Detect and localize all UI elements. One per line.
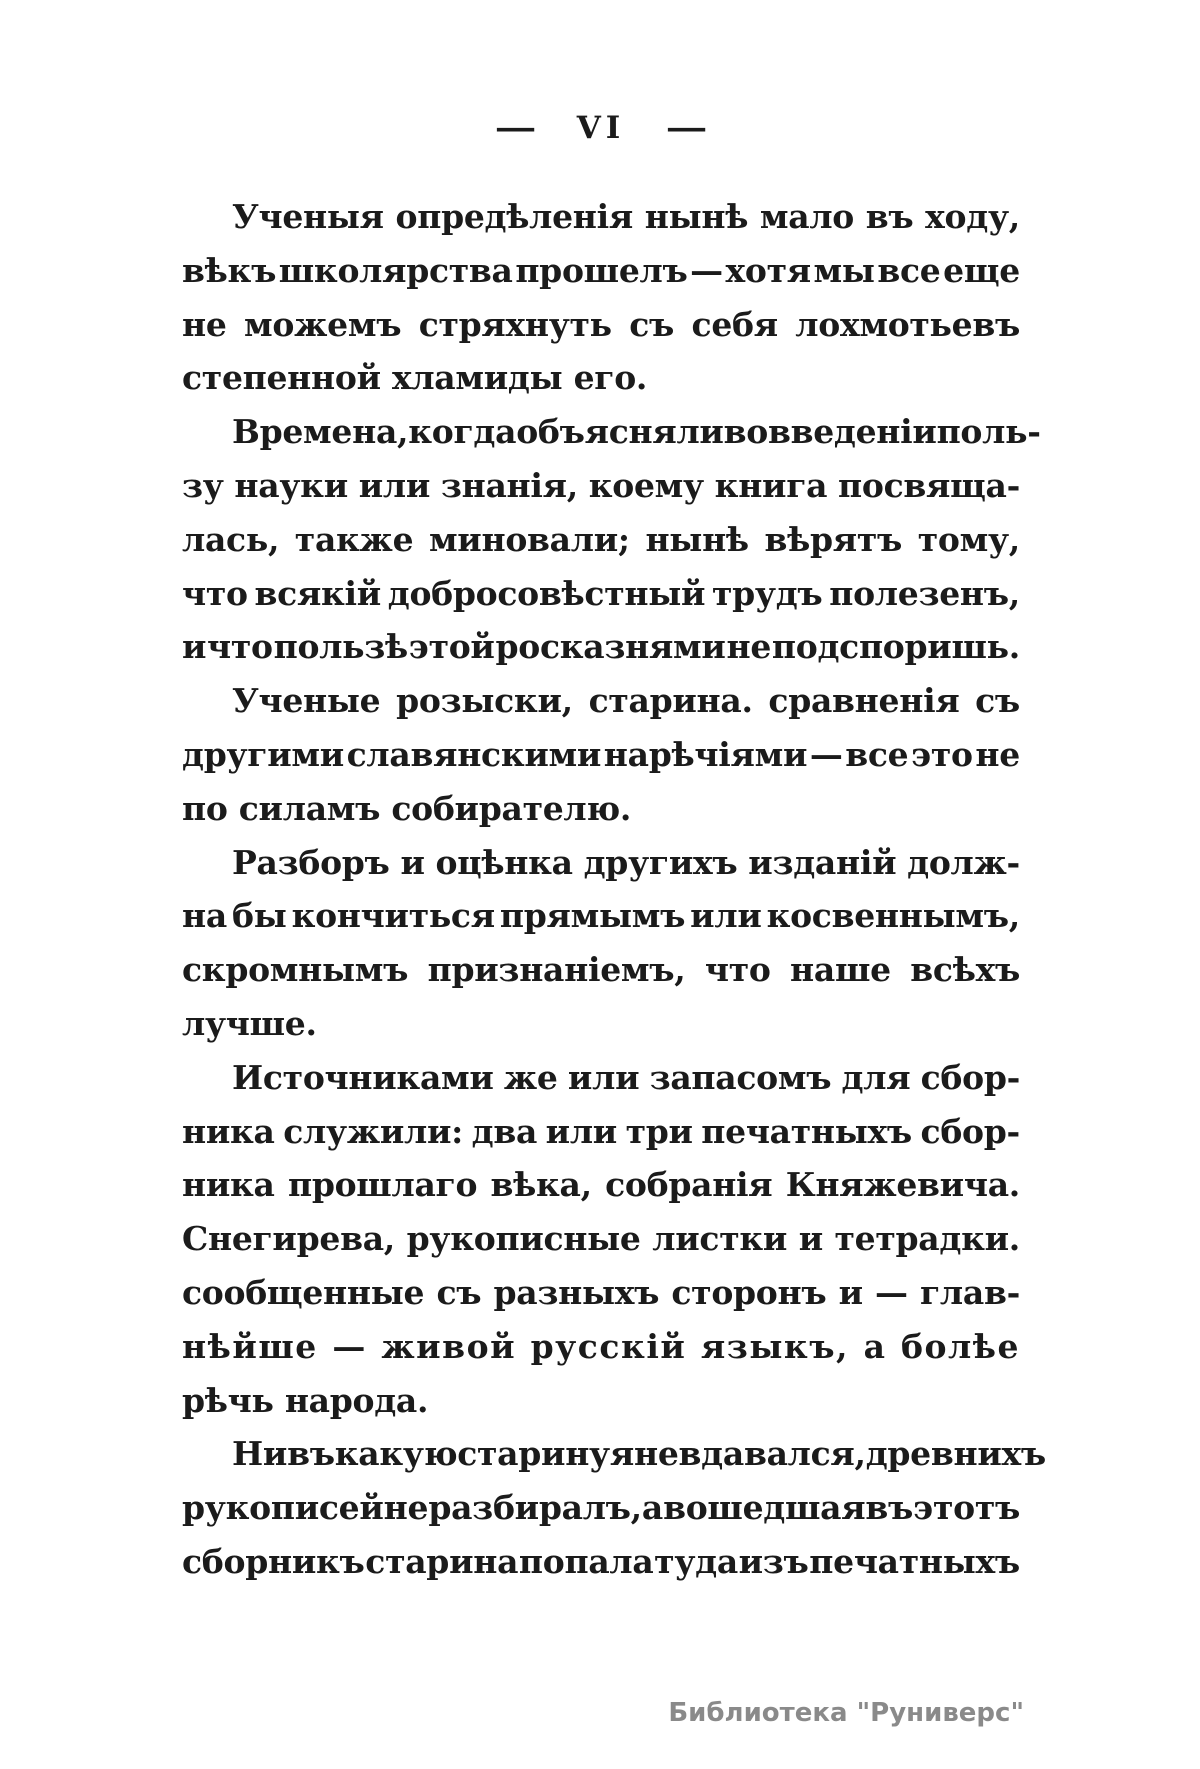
- text-line: Источниками же или запасомъ для сбор-: [232, 1057, 1020, 1097]
- text-line: Ученыя опредѣленія нынѣ мало въ ходу,: [232, 197, 1020, 236]
- text-line: что всякій добросовѣстный трудъ полезенъ,: [182, 573, 1020, 613]
- text-line: вѣкъ школярства прошелъ — хотя мы все еще: [182, 250, 1020, 290]
- watermark-library-label: Библиотека "Руниверс": [668, 1698, 1024, 1728]
- text-line: зу науки или знанія, коему книга посвяща-: [182, 465, 1020, 505]
- text-line: Разборъ и оцѣнка другихъ изданій долж-: [232, 842, 1020, 882]
- header-dash-left: —: [494, 110, 537, 146]
- text-line: сообщенные съ разныхъ сторонъ и — глав-: [182, 1272, 1020, 1312]
- text-line: лучше.: [182, 1003, 317, 1043]
- text-line: степенной хламиды его.: [182, 358, 648, 398]
- header-dash-right: —: [665, 110, 708, 146]
- page-number: VI: [576, 110, 626, 146]
- text-line: скромнымъ признаніемъ, что наше всѣхъ: [182, 950, 1020, 990]
- text-line: нѣйше — живой русскій языкъ, а болѣе: [182, 1326, 1020, 1366]
- text-block: [182, 190, 1046, 1589]
- text-line: Снегирева, рукописные листки и тетрадки.: [182, 1219, 1020, 1259]
- text-line: на бы кончиться прямымъ или косвеннымъ,: [182, 896, 1020, 936]
- text-line: рукописей не разбиралъ,а вошедшая въ этотъ: [182, 1488, 1020, 1528]
- text-line: Времена, когда объясняли во введеніи поль-: [232, 412, 1041, 452]
- page-header: [182, 110, 1020, 146]
- text-line: и что пользѣ этой росказнями не подспоришь.: [182, 627, 1020, 667]
- text-line: лась, также миновали; нынѣ вѣрятъ тому,: [182, 519, 1020, 559]
- text-line: Ни въ какую старину я не вдавался, древнихъ: [232, 1434, 1046, 1474]
- text-line: сборникъ старина попала туда изъ печатныхъ: [182, 1541, 1020, 1581]
- text-line: ника прошлаго вѣка, собранія Княжевича.: [182, 1165, 1020, 1205]
- text-line: по силамъ собирателю.: [182, 788, 632, 828]
- text-line: рѣчь народа.: [182, 1380, 429, 1420]
- text-line: другими славянскими нарѣчіями — все это не: [182, 734, 1020, 774]
- text-line: Ученые розыски, старина. сравненія съ: [232, 681, 1020, 721]
- text-line: ника служили: два или три печатныхъ сбор-: [182, 1111, 1020, 1151]
- text-line: не можемъ стряхнуть съ себя лохмотьевъ: [182, 304, 1020, 344]
